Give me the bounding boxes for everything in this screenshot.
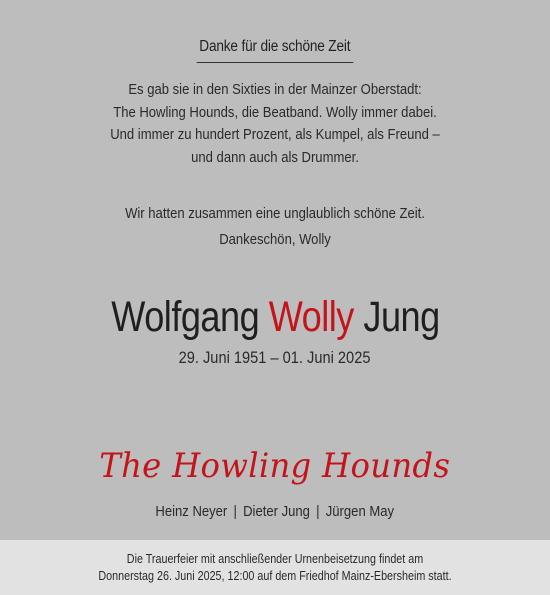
tribute-line: Und immer zu hundert Prozent, als Kumpel, als Freund – [110,126,440,143]
thanks-text [0,201,550,253]
member-name: Heinz Neyer [155,503,228,520]
funeral-info-line: Die Trauerfeier mit anschließender Urnenbeisetzung findet am [126,552,424,566]
thanks-signoff: Dankeschön, Wolly [219,231,331,248]
deceased-name [0,289,550,345]
band-name [0,446,550,486]
band-members [0,503,550,520]
life-dates [0,348,550,368]
last-name: Jung [362,293,440,341]
life-dates-text: 29. Juni 1951 – 01. Juni 2025 [179,348,371,367]
tribute-line: The Howling Hounds, die Beatband. Wolly immer dabei. [113,103,437,121]
funeral-info-line: Donnerstag 26. Juni 2025, 12:00 auf dem Friedhof Mainz-Ebersheim statt. [98,569,452,583]
nickname: Wolly [268,293,354,341]
thanks-line: Wir hatten zusammen eine unglaublich schöne Zeit. [125,205,425,222]
heading-container [0,38,550,63]
tribute-text [0,79,550,169]
tribute-line: und dann auch als Drummer. [191,148,359,166]
notice-heading: Danke für die schöne Zeit [197,38,353,63]
member-separator: | [316,503,320,520]
tribute-line: Es gab sie in den Sixties in der Mainzer Oberstadt: [128,81,422,98]
member-name: Dieter Jung [243,503,311,520]
member-separator: | [233,503,238,520]
band-name-text: The Howling Hounds [99,446,451,486]
member-name: Jürgen May [326,503,395,520]
funeral-info-footer [0,540,550,595]
first-name: Wolfgang [110,293,259,341]
